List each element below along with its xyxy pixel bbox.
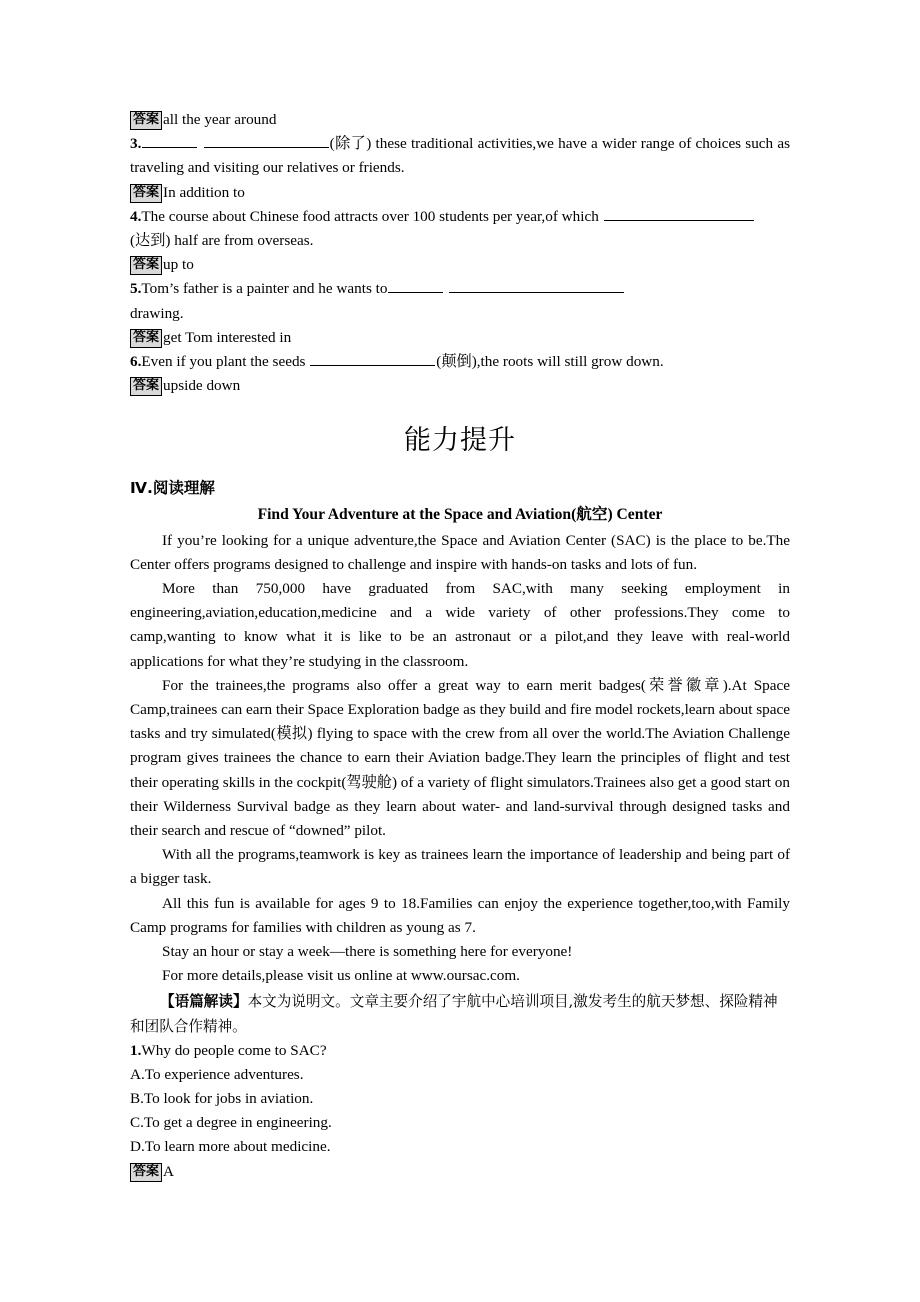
- answer-badge: 答案: [130, 256, 162, 275]
- fill-blank[interactable]: [142, 134, 197, 148]
- answer-badge: 答案: [130, 1163, 162, 1182]
- passage-paragraph: For more details,please visit us online at www.oursac.com.: [162, 967, 520, 985]
- question-1-option-b[interactable]: B.To look for jobs in aviation.: [130, 1089, 314, 1107]
- question-1-option-a[interactable]: A.To experience adventures.: [130, 1065, 304, 1083]
- answer-text: up to: [163, 256, 194, 274]
- answer-line-q2: [130, 108, 790, 132]
- question-1-option-c[interactable]: C.To get a degree in engineering.: [130, 1114, 332, 1132]
- passage-paragraph: If you’re looking for a unique adventure,the Space and Aviation Center (SAC) is the place to be.The Center offers programs designed to challenge and inspire with hands-on tasks and lots of fun.: [130, 531, 790, 573]
- question-number: 1.: [130, 1041, 142, 1059]
- fill-blank[interactable]: [310, 352, 435, 366]
- answer-line-q3: [130, 181, 790, 205]
- question-1-option-d[interactable]: D.To learn more about medicine.: [130, 1138, 331, 1156]
- passage-title: Find Your Adventure at the Space and Aviation(航空) Center: [257, 506, 663, 524]
- question-text-after: (颠倒),the roots will still grow down.: [436, 353, 664, 371]
- answer-text: A: [163, 1162, 174, 1180]
- question-text-before: Tom’s father is a painter and he wants to: [141, 280, 388, 298]
- page-content: [130, 108, 790, 1184]
- answer-line-q6: [130, 374, 790, 398]
- question-text-after: drawing.: [130, 304, 184, 322]
- passage-analysis: [130, 989, 790, 1039]
- passage-paragraph: For the trainees,the programs also offer a great way to earn merit badges(荣誉徽章).At Space Camp,trainees can earn their Space Exploration badge as they build and fire model rockets,learn about space tasks and try simulated(模拟) flying to space with the crew from all over the world.The Aviation Challenge program gives trainees the chance to earn their Aviation badge.They learn the principles of flight and test their operating skills in the cockpit(驾驶舱) of a variety of flight simulators.Trainees also get a good start on their Wilderness Survival badge as they learn about water- and land-survival through designed tasks and their search and rescue of “downed” pilot.: [130, 676, 790, 840]
- answer-text: upside down: [163, 377, 241, 395]
- question-number: 6.: [130, 353, 142, 371]
- answer-line-q4: [130, 253, 790, 277]
- question-6: [130, 350, 790, 374]
- section-heading: 能力提升: [404, 425, 516, 457]
- analysis-label: 【语篇解读】: [160, 992, 248, 1010]
- answer-badge: 答案: [130, 329, 162, 348]
- fill-blank[interactable]: [449, 279, 624, 293]
- question-text-before: The course about Chinese food attracts over 100 students per year,of which: [141, 207, 603, 225]
- question-3: [130, 132, 790, 180]
- answer-line-reading-q1: [130, 1160, 790, 1184]
- passage-paragraph: All this fun is available for ages 9 to 18.Families can enjoy the experience together,too,with Family Camp programs for families with children as young as 7.: [130, 894, 790, 936]
- passage-paragraph: More than 750,000 have graduated from SAC,with many seeking employment in engineering,aviation,education,medicine and a wide variety of other professions.They come to camp,wanting to know what it is like to be an astronaut or a pilot,and they leave with real-world applications for what they’re studying in the classroom.: [130, 580, 790, 670]
- question-1-stem: [130, 1039, 790, 1063]
- question-text-before: Even if you plant the seeds: [141, 353, 310, 371]
- answer-text: all the year around: [163, 111, 277, 128]
- answer-badge: 答案: [130, 184, 162, 203]
- question-number: 5.: [130, 280, 142, 298]
- answer-text: In addition to: [163, 183, 245, 201]
- answer-text: get Tom interested in: [163, 328, 292, 346]
- analysis-text: 本文为说明文。文章主要介绍了宇航中心培训项目,激发考生的航天梦想、探险精神和团队合作精神。: [130, 992, 778, 1035]
- passage-paragraph: With all the programs,teamwork is key as trainees learn the importance of leadership and being part of a bigger task.: [130, 846, 790, 888]
- answer-badge: 答案: [130, 111, 162, 130]
- question-number: 4.: [130, 207, 142, 225]
- question-text-after: (达到) half are from overseas.: [130, 232, 314, 250]
- question-number: 3.: [130, 135, 142, 153]
- reading-section-heading: Ⅳ.阅读理解: [130, 479, 215, 498]
- passage-paragraph: Stay an hour or stay a week—there is something here for everyone!: [162, 943, 573, 961]
- fill-blank[interactable]: [388, 279, 443, 293]
- question-text: (除了) these traditional activities,we have a wider range of choices such as traveling and visiting our relatives or friends.: [130, 135, 791, 177]
- fill-blank[interactable]: [204, 134, 329, 148]
- question-stem-text: Why do people come to SAC?: [141, 1041, 327, 1059]
- answer-line-q5: [130, 326, 790, 350]
- answer-badge: 答案: [130, 377, 162, 396]
- fill-blank[interactable]: [604, 207, 754, 221]
- question-5: [130, 277, 790, 325]
- question-4: [130, 205, 790, 253]
